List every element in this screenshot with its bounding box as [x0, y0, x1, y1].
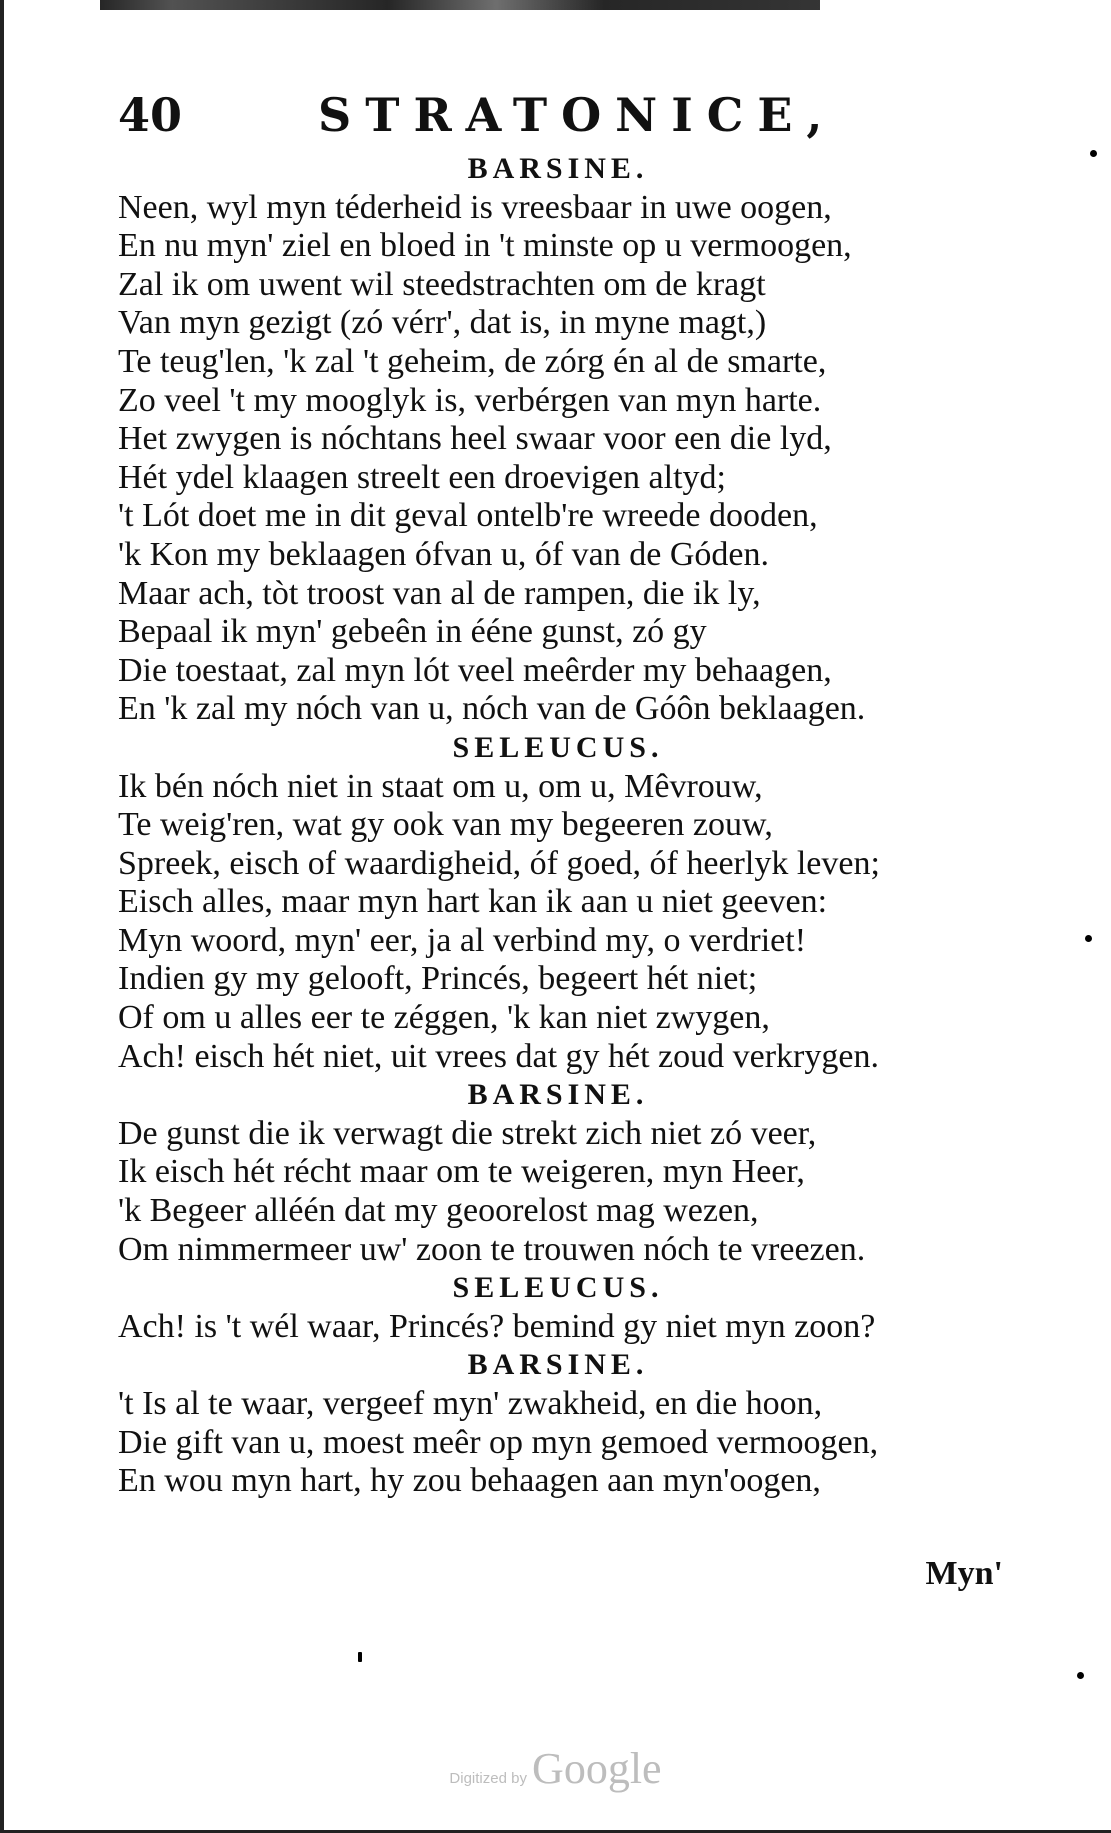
catchword: Myn' — [925, 1555, 1003, 1592]
speaker-name: BARSINE. — [467, 1078, 649, 1112]
verse-line: Ik bén nóch niet in staat om u, om u, Mêvrouw, — [118, 767, 763, 805]
verse-line: Zo veel 't my mooglyk is, verbérgen van myn harte. — [118, 381, 822, 419]
verse-line: Maar ach, tòt troost van al de rampen, die ik ly, — [118, 574, 761, 612]
verse-line: En 'k zal my nóch van u, nóch van de Góôn beklaagen. — [118, 690, 866, 728]
verse-line: Van myn gezigt (zó vérr', dat is, in myne magt,) — [118, 304, 767, 342]
verse-line: 'k Kon my beklaagen ófvan u, óf van de Góden. — [118, 535, 769, 573]
margin-mark — [1077, 1672, 1084, 1679]
verse-line: Of om u alles eer te zéggen, 'k kan niet zwygen, — [118, 999, 770, 1037]
verse-line: Hét ydel klaagen streelt een droevigen altyd; — [118, 458, 726, 496]
verse-line: Die gift van u, moest meêr op myn gemoed vermoogen, — [118, 1423, 879, 1461]
page-number: 40 — [118, 88, 183, 142]
margin-mark — [1085, 935, 1092, 942]
verse-line: Ach! is 't wél waar, Princés? bemind gy niet myn zoon? — [118, 1307, 876, 1345]
verse-line: Spreek, eisch of waardigheid, óf goed, óf heerlyk leven; — [118, 844, 880, 882]
margin-mark — [1090, 150, 1097, 157]
verse-line: Te teug'len, 'k zal 't geheim, de zórg én al de smarte, — [118, 342, 827, 380]
play-text — [118, 150, 998, 1501]
speaker-name: BARSINE. — [467, 152, 649, 185]
page-top-smudge — [100, 0, 820, 10]
running-head — [118, 88, 1018, 148]
running-title: STRATONICE, — [318, 88, 837, 142]
verse-line: 'k Begeer alléén dat my geoorelost mag wezen, — [118, 1192, 759, 1230]
verse-line: 't Lót doet me in dit geval ontelb're wreede dooden, — [118, 497, 818, 535]
verse-line: Te weig'ren, wat gy ook van my begeeren zouw, — [118, 806, 773, 844]
verse-line: Die toestaat, zal myn lót veel meêrder my behaagen, — [118, 651, 832, 689]
digitization-watermark — [0, 1743, 1111, 1794]
verse-line: Myn woord, myn' eer, ja al verbind my, o verdriet! — [118, 921, 807, 959]
verse-line: Eisch alles, maar myn hart kan ik aan u niet geeven: — [118, 883, 828, 921]
verse-line: Om nimmermeer uw' zoon te trouwen nóch te vreezen. — [118, 1230, 866, 1268]
verse-line: En nu myn' ziel en bloed in 't minste op u vermoogen, — [118, 227, 852, 265]
verse-line: De gunst die ik verwagt die strekt zich niet zó veer, — [118, 1114, 817, 1152]
verse-line: Ik eisch hét récht maar om te weigeren, myn Heer, — [118, 1153, 805, 1191]
verse-line: 't Is al te waar, vergeef myn' zwakheid, en die hoon, — [118, 1385, 823, 1422]
verse-line: Het zwygen is nóchtans heel swaar voor een die lyd, — [118, 420, 832, 458]
verse-line: Bepaal ik myn' gebeên in ééne gunst, zó gy — [118, 613, 707, 651]
verse-line: Zal ik om uwent wil steedstrachten om de kragt — [118, 265, 766, 303]
speaker-name: SELEUCUS. — [452, 730, 664, 764]
watermark-prefix: Digitized by — [449, 1770, 527, 1787]
verse-line: Ach! eisch hét niet, uit vrees dat gy hét zoud verkrygen. — [118, 1037, 879, 1075]
verse-line: Indien gy my gelooft, Princés, begeert hét niet; — [118, 960, 758, 998]
speaker-name: SELEUCUS. — [452, 1271, 664, 1305]
google-logo: Google — [532, 1744, 662, 1793]
page-left-edge — [0, 0, 4, 1833]
speaker-name: BARSINE. — [467, 1348, 649, 1382]
verse-line: Neen, wyl myn téderheid is vreesbaar in uwe oogen, — [118, 188, 832, 226]
margin-mark — [358, 1652, 362, 1662]
verse-line: En wou myn hart, hy zou behaagen aan myn'oogen, — [118, 1462, 821, 1500]
